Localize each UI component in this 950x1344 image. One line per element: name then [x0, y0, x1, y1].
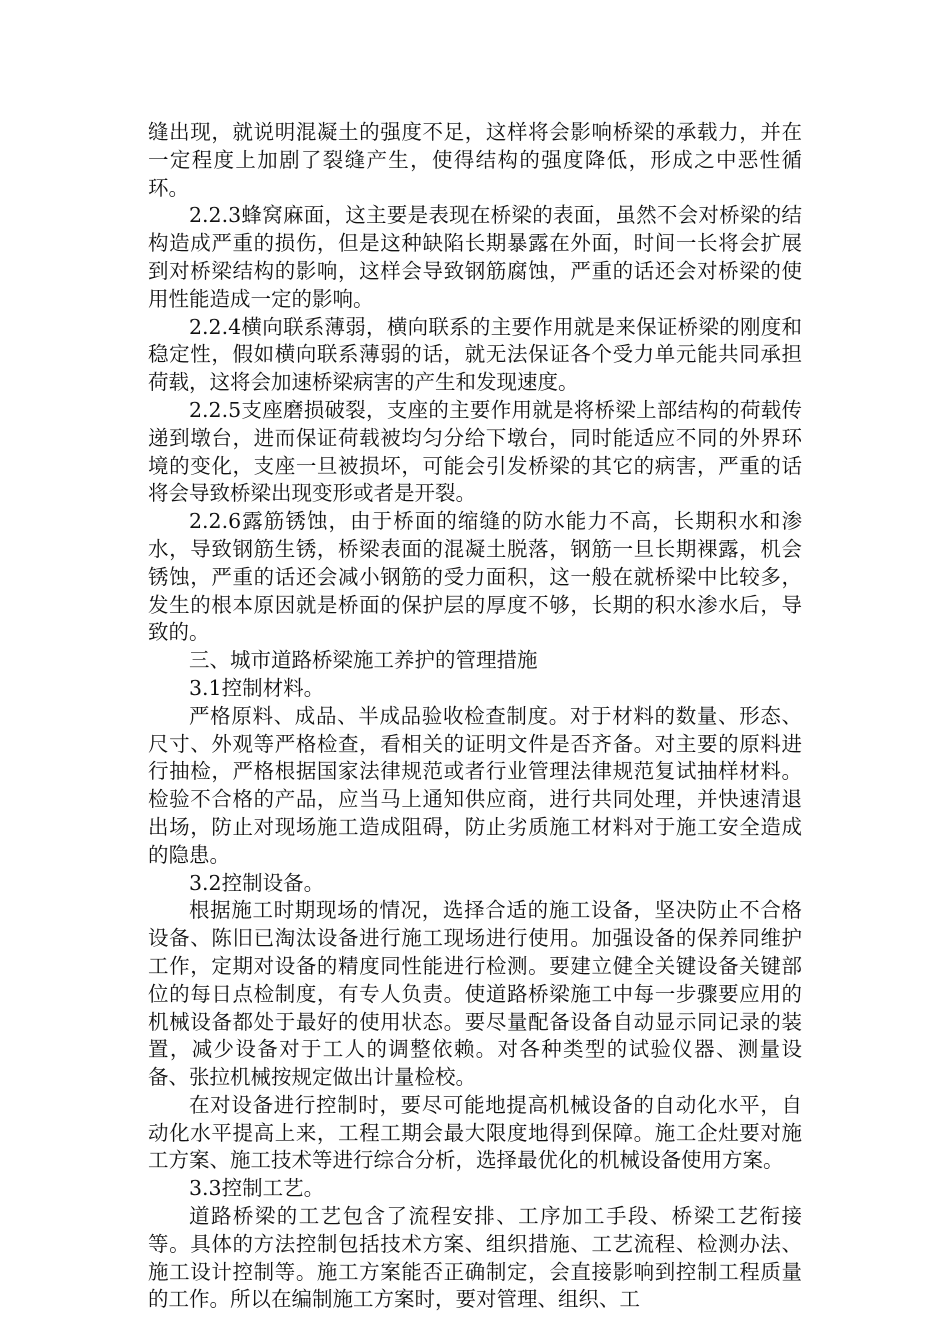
- subheading-3-3: 3.3控制工艺。: [189, 1176, 325, 1201]
- paragraph-exposed-rebar: 2.2.6露筋锈蚀，由于桥面的缩缝的防水能力不高，长期积水和渗水，导致钢筋生锈，桥梁表面的混凝土脱落，钢筋一旦长期裸露，机会锈蚀，严重的话还会减小钢筋的受力面积，这一般在就桥梁中比较多，发生的根本原因就是桥面的保护层的厚度不够，长期的积水渗水后，导致的。: [148, 509, 802, 645]
- section-heading-3: 三、城市道路桥梁施工养护的管理措施: [189, 648, 538, 673]
- paragraph-equipment-control: 根据施工时期现场的情况，选择合适的施工设备，坚决防止不合格设备、陈旧已淘汰设备进行施工现场进行使用。加强设备的保养同维护工作，定期对设备的精度同性能进行检测。要建立健全关键设备关键部位的每日点检制度，有专人负责。使道路桥梁施工中每一步骤要应用的机械设备都处于最好的使用状态。要尽量配备设备自动显示同记录的装置，减少设备对于工人的调整依赖。对各种类型的试验仪器、测量设备、张拉机械按规定做出计量检校。: [148, 898, 802, 1090]
- paragraph-bearing-wear: 2.2.5支座磨损破裂，支座的主要作用就是将桥梁上部结构的荷载传递到墩台，进而保证荷载被均匀分给下墩台，同时能适应不同的外界环境的变化，支座一旦被损坏，可能会引发桥梁的其它的病害，严重的话将会导致桥梁出现变形或者是开裂。: [148, 397, 802, 506]
- document-body: [148, 119, 802, 1314]
- paragraph-honeycomb-surface: 2.2.3蜂窝麻面，这主要是表现在桥梁的表面，虽然不会对桥梁的结构造成严重的损伤，但是这种缺陷长期暴露在外面，时间一长将会扩展到对桥梁结构的影响，这样会导致钢筋腐蚀，严重的话还会对桥梁的使用性能造成一定的影响。: [148, 203, 802, 311]
- paragraph-material-control: 严格原料、成品、半成品验收检查制度。对于材料的数量、形态、尺寸、外观等严格检查，看相关的证明文件是否齐备。对主要的原料进行抽检，严格根据国家法律规范或者行业管理法律规范复试抽样材料。检验不合格的产品，应当马上通知供应商，进行共同处理，并快速清退出场，防止对现场施工造成阻碍，防止劣质施工材料对于施工安全造成的隐患。: [148, 703, 802, 867]
- paragraph-process-control: 道路桥梁的工艺包含了流程安排、工序加工手段、桥梁工艺衔接等。具体的方法控制包括技术方案、组织措施、工艺流程、检测办法、施工设计控制等。施工方案能否正确制定，会直接影响到控制工程质量的工作。所以在编制施工方案时，要对管理、组织、工: [148, 1204, 802, 1312]
- paragraph-continuation: 缝出现，就说明混凝土的强度不足，这样将会影响桥梁的承载力，并在一定程度上加剧了裂缝产生，使得结构的强度降低，形成之中恶性循环。: [148, 120, 802, 200]
- subheading-3-1: 3.1控制材料。: [189, 675, 325, 700]
- paragraph-equipment-automation: 在对设备进行控制时，要尽可能地提高机械设备的自动化水平，自动化水平提高上来，工程工期会最大限度地得到保障。施工企灶要对施工方案、施工技术等进行综合分析，选择最优化的机械设备使用方案。: [148, 1092, 802, 1173]
- paragraph-weak-lateral-connection: 2.2.4横向联系薄弱，横向联系的主要作用就是来保证桥梁的刚度和稳定性，假如横向联系薄弱的话，就无法保证各个受力单元能共同承担荷载，这将会加速桥梁病害的产生和发现速度。: [148, 314, 802, 395]
- subheading-3-2: 3.2控制设备。: [189, 870, 325, 895]
